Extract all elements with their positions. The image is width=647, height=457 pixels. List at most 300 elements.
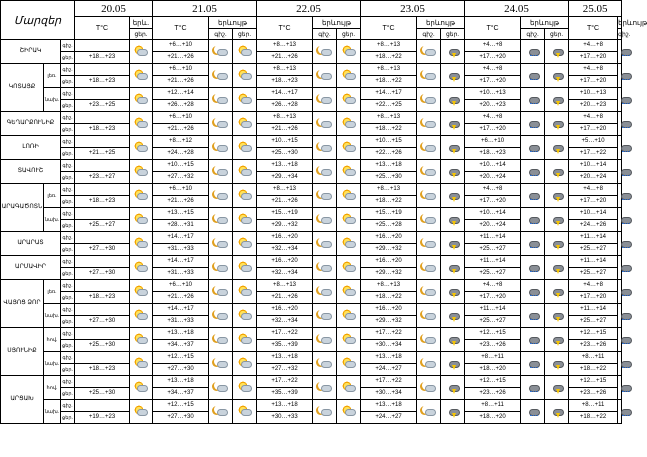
weather-cell bbox=[313, 280, 337, 304]
temp-cell: +25…+27 bbox=[75, 220, 130, 232]
temp-cell: +11…+14 bbox=[569, 304, 618, 316]
sun-cloud-icon bbox=[238, 237, 252, 249]
temp-cell: +12…+15 bbox=[569, 376, 618, 388]
sun-cloud-icon bbox=[134, 45, 148, 57]
temp-cell: +25…+30 bbox=[257, 148, 313, 160]
sun-cloud-icon bbox=[134, 117, 148, 129]
subregion-label: նախ. bbox=[44, 400, 61, 424]
time-of-day-label: ցեր. bbox=[61, 196, 75, 208]
weather-cell bbox=[417, 64, 441, 88]
temp-cell: +11…+14 bbox=[465, 304, 521, 316]
weather-cell bbox=[618, 112, 622, 136]
temp-cell: +12…+15 bbox=[569, 328, 618, 340]
weather-cell bbox=[337, 376, 361, 400]
temp-cell: +29…+32 bbox=[361, 244, 417, 256]
time-of-day-label: ցեր. bbox=[61, 76, 75, 88]
sun-cloud-icon bbox=[134, 285, 148, 297]
temp-cell: +4…+8 bbox=[465, 64, 521, 76]
weather-cell bbox=[130, 256, 153, 280]
temp-cell: +17…+20 bbox=[569, 196, 618, 208]
forecast-row bbox=[1, 88, 622, 100]
sun-cloud-icon bbox=[342, 141, 356, 153]
temp-cell: +13…+18 bbox=[257, 400, 313, 412]
weather-cell bbox=[337, 232, 361, 256]
forecast-row bbox=[1, 64, 622, 76]
date-header: 22.05 bbox=[257, 1, 361, 17]
temp-cell: +10…+14 bbox=[465, 160, 521, 172]
weather-cell bbox=[337, 328, 361, 352]
moon-cloud-icon bbox=[318, 333, 332, 345]
weather-cell bbox=[417, 88, 441, 112]
temp-cell: +21…+26 bbox=[153, 124, 209, 136]
temp-cell: +10…+13 bbox=[569, 88, 618, 100]
storm-icon bbox=[550, 141, 564, 153]
cloud-icon bbox=[526, 45, 540, 57]
temp-cell: +25…+30 bbox=[75, 340, 130, 352]
sun-cloud-icon bbox=[342, 93, 356, 105]
moon-cloud-icon bbox=[318, 165, 332, 177]
temp-header: T°C bbox=[569, 17, 618, 40]
date-header: 21.05 bbox=[153, 1, 257, 17]
temp-cell: +22…+25 bbox=[361, 100, 417, 112]
weather-cell bbox=[313, 304, 337, 328]
sun-cloud-icon bbox=[342, 285, 356, 297]
temp-cell: +4…+8 bbox=[569, 184, 618, 196]
moon-cloud-icon bbox=[214, 165, 228, 177]
region-name: ԱՐՄԱՎԻՐ bbox=[1, 256, 61, 280]
time-of-day-label: գիշ. bbox=[61, 400, 75, 412]
region-name: ԱՐՑԱԽ bbox=[1, 376, 44, 424]
temp-cell: +27…+30 bbox=[153, 412, 209, 424]
temp-cell: +26…+28 bbox=[257, 100, 313, 112]
moon-cloud-icon bbox=[422, 309, 436, 321]
weather-cell bbox=[313, 328, 337, 352]
temp-cell: +14…+17 bbox=[153, 304, 209, 316]
temp-cell: +5…+10 bbox=[569, 136, 618, 148]
moon-cloud-icon bbox=[214, 333, 228, 345]
temp-cell bbox=[75, 280, 130, 292]
temp-cell: +8…+13 bbox=[361, 280, 417, 292]
temp-cell: +8…+13 bbox=[257, 280, 313, 292]
temp-cell: +28…+31 bbox=[153, 220, 209, 232]
moon-cloud-icon bbox=[422, 93, 436, 105]
weather-cell bbox=[209, 136, 233, 160]
time-of-day-label: գիշ. bbox=[61, 136, 75, 148]
cloud-icon bbox=[618, 69, 632, 81]
storm-icon bbox=[446, 357, 460, 369]
cloud-icon bbox=[618, 261, 632, 273]
storm-icon bbox=[446, 381, 460, 393]
storm-icon bbox=[550, 333, 564, 345]
sun-cloud-icon bbox=[238, 381, 252, 393]
temp-cell: +21…+25 bbox=[75, 148, 130, 160]
sun-cloud-icon bbox=[342, 117, 356, 129]
weather-cell bbox=[337, 352, 361, 376]
temp-cell: +25…+27 bbox=[569, 244, 618, 256]
moon-cloud-icon bbox=[214, 261, 228, 273]
temp-cell: +8…+13 bbox=[257, 184, 313, 196]
forecast-row bbox=[1, 280, 622, 292]
weather-cell bbox=[233, 280, 257, 304]
weather-cell bbox=[313, 64, 337, 88]
moon-cloud-icon bbox=[422, 405, 436, 417]
temp-cell bbox=[75, 232, 130, 244]
weather-cell bbox=[233, 352, 257, 376]
temp-cell: +8…+12 bbox=[153, 136, 209, 148]
storm-icon bbox=[550, 93, 564, 105]
weather-cell bbox=[545, 280, 569, 304]
temp-header: T°C bbox=[465, 17, 521, 40]
moon-cloud-icon bbox=[318, 405, 332, 417]
forecast-row bbox=[1, 208, 622, 220]
subregion-label: նախ. bbox=[44, 208, 61, 232]
phen-header: երևույթ bbox=[209, 17, 257, 29]
phen-header: երևույթ bbox=[313, 17, 361, 29]
temp-cell: +23…+27 bbox=[75, 172, 130, 184]
sun-cloud-icon bbox=[134, 69, 148, 81]
weather-cell bbox=[618, 64, 622, 88]
weather-cell bbox=[233, 160, 257, 184]
temp-cell: +8…+11 bbox=[465, 400, 521, 412]
moon-cloud-icon bbox=[214, 237, 228, 249]
temp-cell: +20…+23 bbox=[569, 100, 618, 112]
moon-cloud-icon bbox=[318, 309, 332, 321]
sun-cloud-icon bbox=[342, 165, 356, 177]
temp-cell: +8…+11 bbox=[569, 400, 618, 412]
weather-cell bbox=[417, 280, 441, 304]
weather-cell bbox=[313, 376, 337, 400]
weather-cell bbox=[545, 160, 569, 184]
region-name: ՍՅՈՒՆԻՔ bbox=[1, 328, 44, 376]
temp-cell: +21…+26 bbox=[257, 52, 313, 64]
weather-cell bbox=[441, 160, 465, 184]
weather-cell bbox=[130, 376, 153, 400]
temp-cell: +31…+33 bbox=[153, 244, 209, 256]
moon-cloud-icon bbox=[318, 189, 332, 201]
weather-cell bbox=[313, 112, 337, 136]
weather-cell bbox=[618, 184, 622, 208]
temp-cell: +12…+15 bbox=[465, 328, 521, 340]
temp-cell: +19…+23 bbox=[75, 412, 130, 424]
temp-cell: +6…+10 bbox=[153, 280, 209, 292]
time-of-day-label: ցեր. bbox=[61, 220, 75, 232]
storm-icon bbox=[446, 141, 460, 153]
temp-cell: +24…+28 bbox=[153, 148, 209, 160]
time-of-day-label: ցեր. bbox=[61, 388, 75, 400]
temp-cell: +27…+30 bbox=[75, 316, 130, 328]
cloud-icon bbox=[618, 237, 632, 249]
temp-cell: +13…+18 bbox=[361, 352, 417, 364]
temp-header: T°C bbox=[257, 17, 313, 40]
subregion-label: լեռ. bbox=[44, 280, 61, 304]
storm-icon bbox=[550, 381, 564, 393]
cloud-icon bbox=[618, 405, 632, 417]
temp-cell: +27…+30 bbox=[75, 244, 130, 256]
temp-cell bbox=[75, 136, 130, 148]
temp-cell: +17…+22 bbox=[361, 376, 417, 388]
weather-cell bbox=[545, 256, 569, 280]
phen-header: երևույթ bbox=[417, 17, 465, 29]
weather-cell bbox=[618, 88, 622, 112]
cloud-icon bbox=[526, 381, 540, 393]
sun-cloud-icon bbox=[134, 405, 148, 417]
moon-cloud-icon bbox=[214, 357, 228, 369]
phen-subheader: ցեր. bbox=[545, 29, 569, 40]
cloud-icon bbox=[618, 141, 632, 153]
region-name: ԳԵՂԱՐՔՈՒՆԻՔ bbox=[1, 112, 61, 136]
weather-cell bbox=[233, 112, 257, 136]
temp-cell: +16…+20 bbox=[361, 232, 417, 244]
sun-cloud-icon bbox=[238, 117, 252, 129]
moon-cloud-icon bbox=[318, 261, 332, 273]
storm-icon bbox=[550, 237, 564, 249]
temp-cell: +31…+33 bbox=[153, 268, 209, 280]
forecast-row bbox=[1, 160, 622, 172]
temp-cell: +17…+20 bbox=[465, 292, 521, 304]
sun-cloud-icon bbox=[342, 381, 356, 393]
storm-icon bbox=[446, 69, 460, 81]
temp-cell: +21…+26 bbox=[257, 124, 313, 136]
temp-cell: +25…+27 bbox=[465, 268, 521, 280]
temp-cell: +16…+20 bbox=[361, 256, 417, 268]
temp-cell: +15…+19 bbox=[361, 208, 417, 220]
temp-cell: +16…+20 bbox=[361, 304, 417, 316]
weather-cell bbox=[441, 232, 465, 256]
temp-cell: +14…+17 bbox=[153, 232, 209, 244]
cloud-icon bbox=[526, 309, 540, 321]
temp-cell: +8…+13 bbox=[361, 184, 417, 196]
moon-cloud-icon bbox=[318, 93, 332, 105]
storm-icon bbox=[446, 237, 460, 249]
storm-icon bbox=[550, 213, 564, 225]
temp-cell: +4…+8 bbox=[569, 64, 618, 76]
temp-cell: +18…+20 bbox=[465, 412, 521, 424]
sun-cloud-icon bbox=[238, 69, 252, 81]
weather-cell bbox=[209, 64, 233, 88]
weather-cell bbox=[233, 256, 257, 280]
sun-cloud-icon bbox=[238, 309, 252, 321]
temp-cell: +18…+23 bbox=[75, 292, 130, 304]
time-of-day-label: գիշ. bbox=[61, 304, 75, 316]
forecast-row bbox=[1, 256, 622, 268]
phen-subheader: ցեր. bbox=[337, 29, 361, 40]
region-name: ԱՐԱԳԱԾՈՏՆ bbox=[1, 184, 44, 232]
temp-cell: +35…+39 bbox=[257, 388, 313, 400]
phen-subheader: գիշ. bbox=[618, 29, 622, 40]
forecast-row bbox=[1, 352, 622, 364]
time-of-day-label: գիշ. bbox=[61, 160, 75, 172]
cloud-icon bbox=[526, 93, 540, 105]
region-header: Մարզեր bbox=[1, 1, 75, 40]
weather-cell bbox=[545, 232, 569, 256]
temp-cell: +29…+34 bbox=[257, 172, 313, 184]
forecast-row bbox=[1, 376, 622, 388]
subregion-label: հով. bbox=[44, 376, 61, 400]
sun-cloud-icon bbox=[134, 165, 148, 177]
sun-cloud-icon bbox=[134, 93, 148, 105]
date-header: 25.05 bbox=[569, 1, 622, 17]
weather-cell bbox=[521, 232, 545, 256]
phen-subheader: ցեր. bbox=[130, 29, 153, 40]
temp-cell: +30…+34 bbox=[361, 388, 417, 400]
subregion-label: հով. bbox=[44, 328, 61, 352]
sun-cloud-icon bbox=[342, 357, 356, 369]
forecast-row bbox=[1, 136, 622, 148]
sun-cloud-icon bbox=[134, 381, 148, 393]
weather-cell bbox=[545, 136, 569, 160]
weather-cell bbox=[130, 184, 153, 208]
storm-icon bbox=[550, 309, 564, 321]
temp-cell: +17…+22 bbox=[257, 376, 313, 388]
weather-cell bbox=[417, 136, 441, 160]
temp-cell: +17…+20 bbox=[569, 76, 618, 88]
temp-cell: +13…+15 bbox=[153, 208, 209, 220]
temp-cell: +25…+27 bbox=[465, 244, 521, 256]
temp-cell: +21…+26 bbox=[153, 292, 209, 304]
weather-cell bbox=[233, 376, 257, 400]
weather-cell bbox=[209, 112, 233, 136]
cloud-icon bbox=[618, 93, 632, 105]
weather-cell bbox=[521, 40, 545, 64]
weather-cell bbox=[337, 40, 361, 64]
weather-cell bbox=[130, 208, 153, 232]
temp-cell: +4…+8 bbox=[465, 112, 521, 124]
weather-cell bbox=[209, 184, 233, 208]
forecast-row bbox=[1, 328, 622, 340]
temp-cell: +4…+8 bbox=[465, 280, 521, 292]
temp-cell: +6…+10 bbox=[153, 112, 209, 124]
temp-cell: +25…+30 bbox=[361, 172, 417, 184]
temp-cell: +30…+34 bbox=[361, 340, 417, 352]
weather-cell bbox=[441, 136, 465, 160]
cloud-icon bbox=[526, 189, 540, 201]
temp-cell: +24…+26 bbox=[569, 220, 618, 232]
time-of-day-label: ցեր. bbox=[61, 292, 75, 304]
temp-cell: +18…+22 bbox=[361, 196, 417, 208]
temp-cell: +17…+22 bbox=[361, 328, 417, 340]
weather-cell bbox=[313, 88, 337, 112]
temp-cell: +23…+26 bbox=[465, 388, 521, 400]
weather-cell bbox=[521, 208, 545, 232]
temp-cell: +25…+27 bbox=[465, 316, 521, 328]
weather-cell bbox=[417, 328, 441, 352]
weather-cell bbox=[618, 40, 622, 64]
temp-cell: +14…+17 bbox=[257, 88, 313, 100]
moon-cloud-icon bbox=[214, 189, 228, 201]
cloud-icon bbox=[618, 117, 632, 129]
temp-cell bbox=[75, 64, 130, 76]
sun-cloud-icon bbox=[238, 405, 252, 417]
temp-cell: +23…+26 bbox=[465, 340, 521, 352]
weather-cell bbox=[337, 304, 361, 328]
time-of-day-label: ցեր. bbox=[61, 268, 75, 280]
storm-icon bbox=[446, 261, 460, 273]
weather-cell bbox=[521, 64, 545, 88]
cloud-icon bbox=[526, 333, 540, 345]
moon-cloud-icon bbox=[318, 117, 332, 129]
temp-cell: +25…+30 bbox=[75, 388, 130, 400]
sun-cloud-icon bbox=[134, 333, 148, 345]
temp-cell: +15…+19 bbox=[257, 208, 313, 220]
weather-cell bbox=[417, 256, 441, 280]
sun-cloud-icon bbox=[134, 309, 148, 321]
sun-cloud-icon bbox=[342, 45, 356, 57]
weather-cell bbox=[313, 352, 337, 376]
temp-cell: +13…+18 bbox=[153, 328, 209, 340]
sun-cloud-icon bbox=[342, 309, 356, 321]
weather-cell bbox=[545, 400, 569, 424]
weather-cell bbox=[209, 256, 233, 280]
weather-cell bbox=[130, 400, 153, 424]
temp-header: T°C bbox=[75, 17, 130, 40]
cloud-icon bbox=[618, 165, 632, 177]
weather-cell bbox=[209, 208, 233, 232]
weather-cell bbox=[417, 184, 441, 208]
weather-cell bbox=[209, 232, 233, 256]
moon-cloud-icon bbox=[422, 69, 436, 81]
weather-cell bbox=[618, 304, 622, 328]
temp-cell: +18…+22 bbox=[569, 412, 618, 424]
temp-cell: +34…+37 bbox=[153, 388, 209, 400]
temp-cell: +11…+14 bbox=[465, 232, 521, 244]
weather-cell bbox=[521, 136, 545, 160]
cloud-icon bbox=[526, 237, 540, 249]
sun-cloud-icon bbox=[238, 165, 252, 177]
weather-cell bbox=[521, 88, 545, 112]
time-of-day-label: գիշ. bbox=[61, 280, 75, 292]
temp-cell: +8…+13 bbox=[361, 64, 417, 76]
temp-cell: +8…+13 bbox=[361, 40, 417, 52]
moon-cloud-icon bbox=[214, 381, 228, 393]
weather-cell bbox=[441, 208, 465, 232]
moon-cloud-icon bbox=[214, 93, 228, 105]
time-of-day-label: ցեր. bbox=[61, 52, 75, 64]
temp-cell: +10…+14 bbox=[465, 208, 521, 220]
weather-cell bbox=[417, 232, 441, 256]
forecast-row bbox=[1, 400, 622, 412]
weather-cell bbox=[441, 352, 465, 376]
moon-cloud-icon bbox=[214, 309, 228, 321]
weather-cell bbox=[233, 232, 257, 256]
temp-cell: +29…+32 bbox=[361, 268, 417, 280]
moon-cloud-icon bbox=[318, 237, 332, 249]
weather-cell bbox=[441, 184, 465, 208]
temp-cell: +23…+25 bbox=[75, 100, 130, 112]
cloud-icon bbox=[618, 285, 632, 297]
temp-cell: +29…+32 bbox=[257, 220, 313, 232]
storm-icon bbox=[550, 69, 564, 81]
sun-cloud-icon bbox=[238, 45, 252, 57]
storm-icon bbox=[446, 93, 460, 105]
weather-cell bbox=[337, 160, 361, 184]
temp-cell: +17…+20 bbox=[569, 292, 618, 304]
weather-cell bbox=[521, 400, 545, 424]
temp-cell: +10…+14 bbox=[569, 160, 618, 172]
region-name: ԱՐԱՐԱՏ bbox=[1, 232, 61, 256]
cloud-icon bbox=[618, 213, 632, 225]
weather-cell bbox=[313, 400, 337, 424]
weather-cell bbox=[545, 376, 569, 400]
forecast-row bbox=[1, 304, 622, 316]
weather-cell bbox=[130, 280, 153, 304]
temp-cell: +6…+10 bbox=[153, 40, 209, 52]
time-of-day-label: գիշ. bbox=[61, 64, 75, 76]
weather-cell bbox=[417, 304, 441, 328]
weather-cell bbox=[441, 400, 465, 424]
sun-cloud-icon bbox=[342, 261, 356, 273]
temp-cell: +4…+8 bbox=[465, 184, 521, 196]
sun-cloud-icon bbox=[134, 261, 148, 273]
